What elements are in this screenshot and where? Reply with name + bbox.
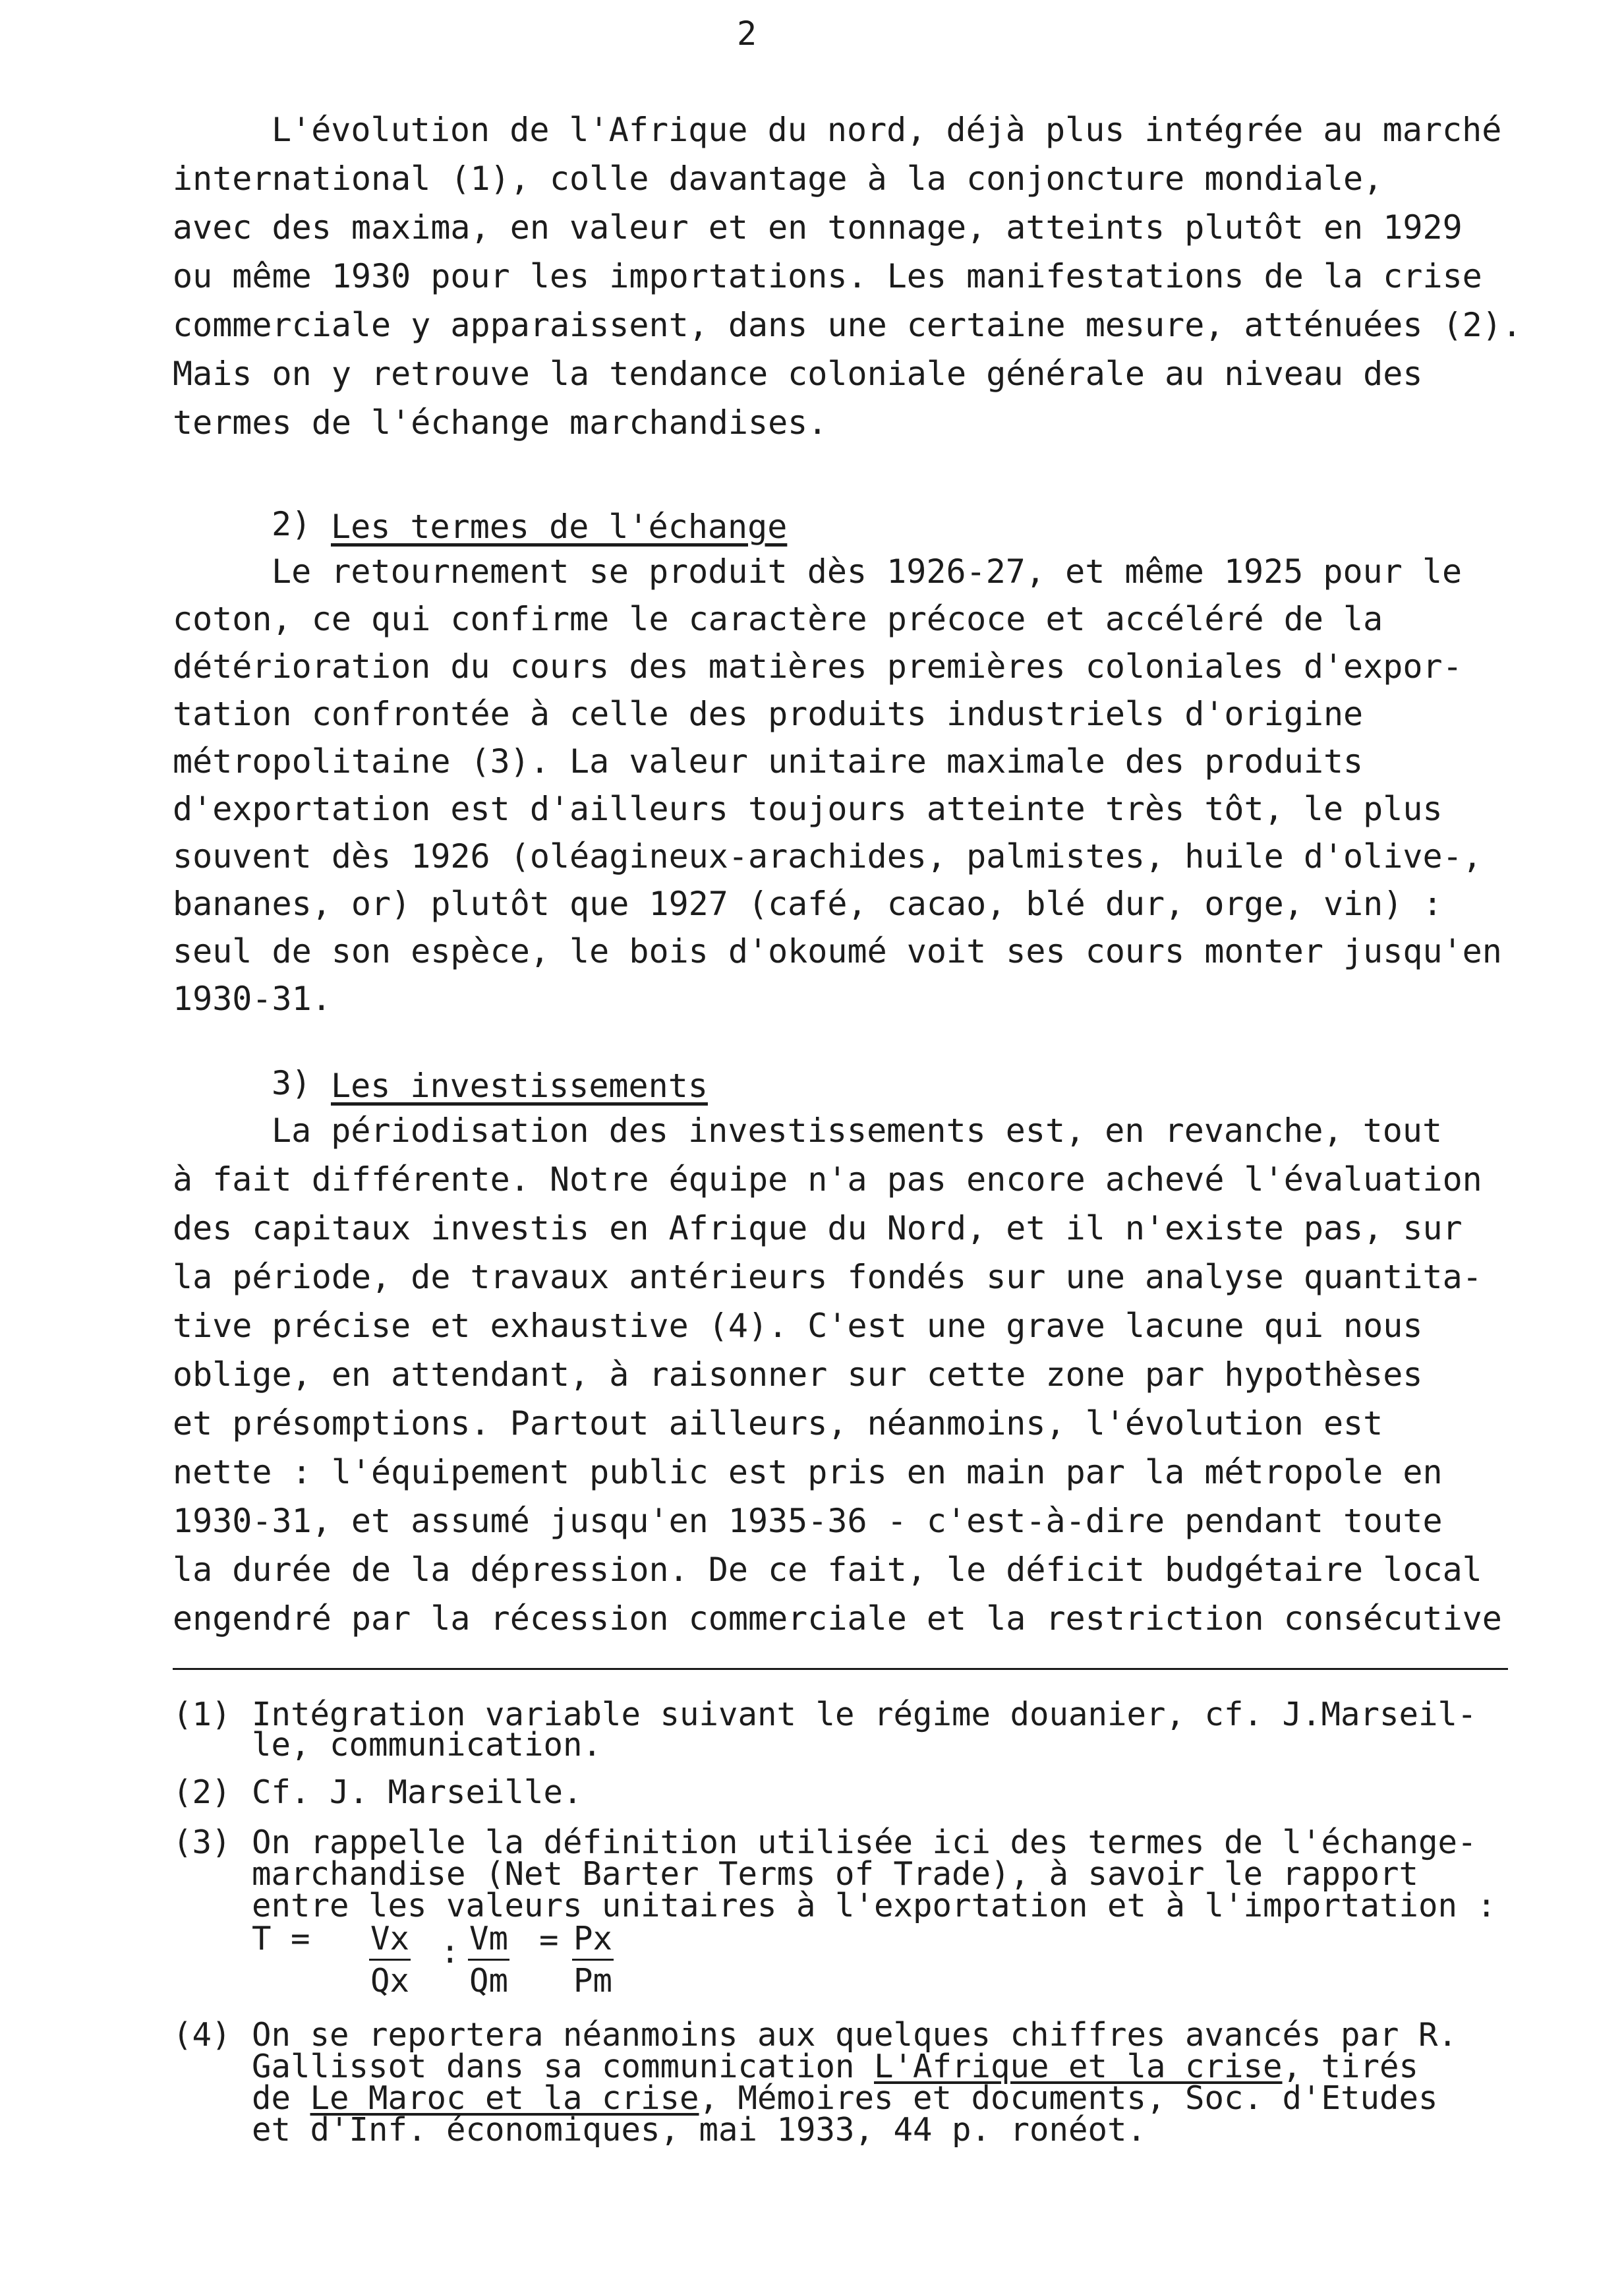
section-2-line: coton, ce qui confirme le caractère précoce et accéléré de la	[173, 600, 1383, 638]
section-2-line: détérioration du cours des matières premières coloniales d'expor-	[173, 647, 1463, 686]
formula-numerator: Vm	[468, 1920, 509, 1961]
section-3-number: 3)	[272, 1064, 312, 1102]
formula-fraction-p	[572, 1920, 614, 2000]
footnote-2-line: Cf. J. Marseille.	[252, 1773, 583, 1811]
section-2-line: métropolitaine (3). La valeur unitaire maximale des produits	[173, 742, 1364, 781]
page-number: 2	[737, 15, 757, 53]
intro-line: commerciale y apparaissent, dans une certaine mesure, atténuées (2).	[173, 306, 1522, 344]
section-3-line: nette : l'équipement public est pris en main par la métropole en	[173, 1453, 1443, 1491]
intro-line: L'évolution de l'Afrique du nord, déjà plus intégrée au marché	[272, 111, 1502, 149]
footnote-1-line: Intégration variable suivant le régime douanier, cf. J.Marseil-	[252, 1696, 1477, 1733]
section-3-line: 1930-31, et assumé jusqu'en 1935-36 - c'est-à-dire pendant toute	[173, 1502, 1443, 1540]
intro-line: avec des maxima, en valeur et en tonnage, atteints plutôt en 1929	[173, 208, 1463, 247]
footnote-3-line: marchandise (Net Barter Terms of Trade), à savoir le rapport	[252, 1855, 1419, 1893]
footnote-3-line: entre les valeurs unitaires à l'exportation et à l'importation :	[252, 1887, 1497, 1924]
footnote-4-text: , tirés	[1282, 2048, 1419, 2085]
formula-denominator: Pm	[573, 1962, 613, 2000]
section-2-line: tation confrontée à celle des produits industriels d'origine	[173, 695, 1364, 733]
section-2-line: Le retournement se produit dès 1926-27, et même 1925 pour le	[272, 552, 1463, 591]
section-3-line: tive précise et exhaustive (4). C'est une grave lacune qui nous	[173, 1307, 1423, 1345]
footnote-4-line: et d'Inf. économiques, mai 1933, 44 p. ronéot.	[252, 2111, 1147, 2149]
section-3-line: à fait différente. Notre équipe n'a pas encore achevé l'évaluation	[173, 1160, 1482, 1199]
section-3-title: Les investissements	[331, 1067, 708, 1105]
footnote-4-marker: (4)	[173, 2016, 231, 2054]
section-3-line: et présomptions. Partout ailleurs, néanmoins, l'évolution est	[173, 1404, 1383, 1442]
formula-denominator: Qx	[370, 1962, 410, 2000]
footnote-3-marker: (3)	[173, 1824, 231, 1861]
intro-line: termes de l'échange marchandises.	[173, 403, 828, 442]
formula-fraction-m	[468, 1920, 509, 2000]
footnote-4-line: On se reportera néanmoins aux quelques chiffres avancés par R.	[252, 2016, 1458, 2054]
footnote-3-line: On rappelle la définition utilisée ici des termes de l'échange-	[252, 1824, 1477, 1861]
section-3-line: oblige, en attendant, à raisonner sur cette zone par hypothèses	[173, 1355, 1423, 1394]
intro-line: international (1), colle davantage à la conjoncture mondiale,	[173, 160, 1383, 198]
intro-line: Mais on y retrouve la tendance coloniale générale au niveau des	[173, 355, 1423, 393]
footnote-4-line	[252, 2050, 1418, 2083]
section-3-line: des capitaux investis en Afrique du Nord, et il n'existe pas, sur	[173, 1209, 1463, 1247]
section-3-line: engendré par la récession commerciale et la restriction consécutive	[173, 1599, 1502, 1638]
formula-fraction-x	[369, 1920, 411, 2000]
section-3-line: La périodisation des investissements est, en revanche, tout	[272, 1112, 1443, 1150]
formula-denominator: Qm	[469, 1962, 509, 2000]
footnote-separator	[173, 1668, 1508, 1670]
section-2-number: 2)	[272, 505, 312, 543]
section-2-title: Les termes de l'échange	[331, 508, 788, 546]
section-2-line: 1930-31.	[173, 980, 332, 1018]
cited-work-title: L'Afrique et la crise	[874, 2048, 1283, 2085]
formula-numerator: Px	[572, 1920, 614, 1961]
footnote-1-marker: (1)	[173, 1696, 231, 1733]
footnote-4-text: de	[252, 2079, 310, 2117]
intro-line: ou même 1930 pour les importations. Les manifestations de la crise	[173, 257, 1482, 295]
section-2-line: bananes, or) plutôt que 1927 (café, cacao, blé dur, orge, vin) :	[173, 885, 1443, 923]
footnote-4-text: Gallissot dans sa communication	[252, 2048, 875, 2085]
footnote-4-text: , Mémoires et documents, Soc. d'Etudes	[699, 2079, 1438, 2117]
section-3-line: la durée de la dépression. De ce fait, le déficit budgétaire local	[173, 1551, 1482, 1589]
cited-source-title: Le Maroc et la crise	[310, 2079, 699, 2117]
formula-equals: =	[539, 1921, 559, 1959]
section-2-line: d'exportation est d'ailleurs toujours atteinte très tôt, le plus	[173, 790, 1443, 828]
section-2-line: souvent dès 1926 (oléagineux-arachides, palmistes, huile d'olive-,	[173, 837, 1482, 876]
footnote-2-marker: (2)	[173, 1773, 231, 1811]
formula-numerator: Vx	[369, 1920, 411, 1961]
section-3-line: la période, de travaux antérieurs fondés sur une analyse quantita-	[173, 1258, 1482, 1296]
footnote-4-line	[252, 2079, 1438, 2117]
formula-operator: :	[440, 1933, 460, 1971]
footnote-1-line: le, communication.	[252, 1726, 602, 1764]
formula-lhs: T =	[252, 1920, 310, 1957]
section-2-line: seul de son espèce, le bois d'okoumé voit ses cours monter jusqu'en	[173, 932, 1502, 970]
